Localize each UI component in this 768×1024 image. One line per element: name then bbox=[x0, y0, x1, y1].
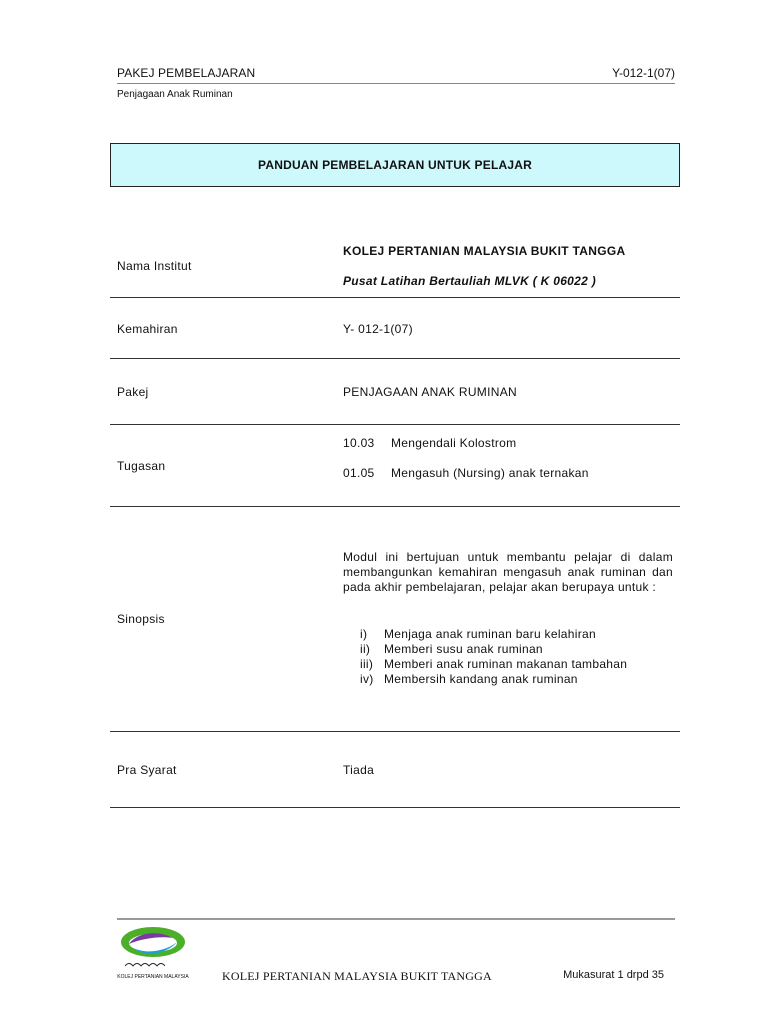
label-sinopsis: Sinopsis bbox=[117, 612, 165, 626]
label-kemahiran: Kemahiran bbox=[117, 322, 178, 336]
value-prasyarat: Tiada bbox=[343, 763, 375, 777]
footer-page-number: Mukasurat 1 drpd 35 bbox=[563, 969, 664, 981]
institut-name: KOLEJ PERTANIAN MALAYSIA BUKIT TANGGA bbox=[343, 244, 626, 258]
list-item bbox=[360, 642, 627, 657]
list-item bbox=[360, 657, 627, 672]
task-text: Mengendali Kolostrom bbox=[391, 436, 517, 450]
task-item bbox=[343, 436, 516, 450]
label-institut: Nama Institut bbox=[117, 259, 192, 273]
row-divider bbox=[110, 424, 680, 425]
institut-accreditation: Pusat Latihan Bertauliah MLVK ( K 06022 ) bbox=[343, 274, 597, 288]
list-item bbox=[360, 672, 627, 687]
list-text: Menjaga anak ruminan baru kelahiran bbox=[384, 627, 596, 641]
list-number: ii) bbox=[360, 642, 371, 656]
synopsis-list bbox=[360, 627, 627, 687]
list-number: iii) bbox=[360, 657, 374, 671]
row-divider bbox=[110, 506, 680, 507]
task-text: Mengasuh (Nursing) anak ternakan bbox=[391, 466, 589, 480]
synopsis-text: Modul ini bertujuan untuk membantu pelajar di dalam membangunkan kemahiran mengasuh anak ruminan dan pada akhir pembelajaran, pelajar akan berupaya untuk : bbox=[343, 550, 673, 594]
header-package-title: PAKEJ PEMBELAJARAN bbox=[117, 66, 256, 80]
list-number: iv) bbox=[360, 672, 374, 686]
list-text: Memberi anak ruminan makanan tambahan bbox=[384, 657, 628, 671]
value-pakej: PENJAGAAN ANAK RUMINAN bbox=[343, 385, 517, 399]
value-kemahiran: Y- 012-1(07) bbox=[343, 322, 413, 336]
label-pakej: Pakej bbox=[117, 385, 149, 399]
list-text: Memberi susu anak ruminan bbox=[384, 642, 543, 656]
label-tugasan: Tugasan bbox=[117, 459, 166, 473]
list-item bbox=[360, 627, 627, 642]
list-number: i) bbox=[360, 627, 368, 641]
row-divider bbox=[110, 297, 680, 298]
footer-college-name: KOLEJ PERTANIAN MALAYSIA BUKIT TANGGA bbox=[222, 969, 492, 983]
label-prasyarat: Pra Syarat bbox=[117, 763, 177, 777]
task-number: 01.05 bbox=[343, 466, 375, 480]
row-divider bbox=[110, 731, 680, 732]
logo-caption: KOLEJ PERTANIAN MALAYSIA bbox=[117, 974, 189, 980]
task-number: 10.03 bbox=[343, 436, 375, 450]
header-divider bbox=[117, 83, 675, 84]
row-divider bbox=[110, 807, 680, 808]
list-text: Membersih kandang anak ruminan bbox=[384, 672, 578, 686]
footer-divider bbox=[117, 918, 675, 920]
task-item bbox=[343, 466, 589, 480]
page-title-box bbox=[110, 143, 680, 187]
header-subtitle: Penjagaan Anak Ruminan bbox=[117, 89, 233, 100]
page-title: PANDUAN PEMBELAJARAN UNTUK PELAJAR bbox=[258, 158, 532, 172]
header-code: Y-012-1(07) bbox=[612, 66, 675, 80]
row-divider bbox=[110, 358, 680, 359]
